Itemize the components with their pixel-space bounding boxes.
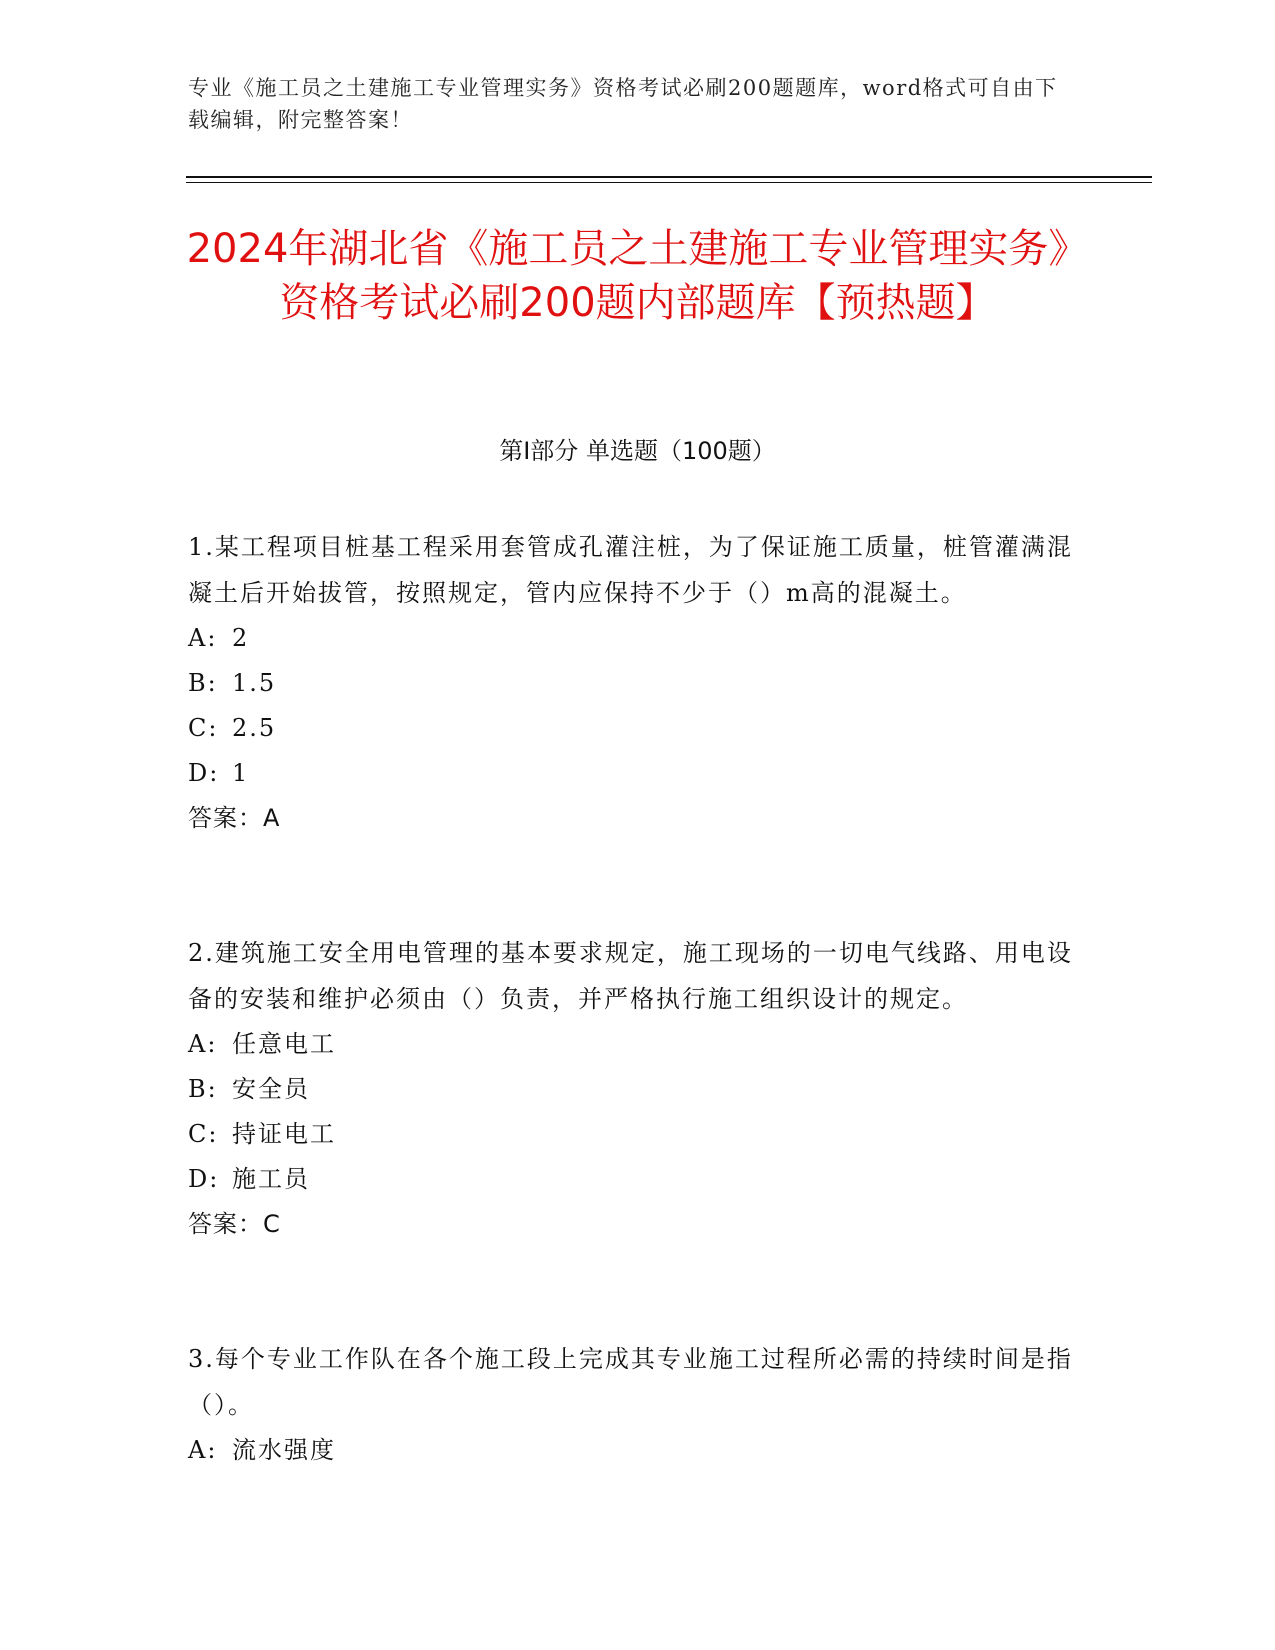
option-b: [188, 1067, 1088, 1112]
option-key: A:: [188, 624, 218, 652]
question-stem: 3.每个专业工作队在各个施工段上完成其专业施工过程所必需的持续时间是指（）。: [188, 1345, 1073, 1419]
option-text: 持证电工: [232, 1120, 336, 1148]
option-key: B:: [188, 1075, 218, 1103]
answer-line: 答案：C: [188, 1210, 281, 1238]
header-divider-thin: [186, 182, 1152, 183]
option-key: A:: [188, 1030, 218, 1058]
option-d: [188, 751, 1088, 796]
question-2: [188, 930, 1088, 1246]
question-stem: 1.某工程项目桩基工程采用套管成孔灌注桩，为了保证施工质量，桩管灌满混凝土后开始拔管，按照规定，管内应保持不少于（）m高的混凝土。: [188, 533, 1073, 607]
option-text: 2.5: [232, 714, 277, 742]
option-text: 1.5: [232, 669, 277, 697]
answer-line: 答案：A: [188, 804, 281, 832]
question-3: [188, 1336, 1088, 1473]
option-b: [188, 661, 1088, 706]
document-title: 2024年湖北省《施工员之土建施工专业管理实务》资格考试必刷200题内部题库【预热题】: [186, 226, 1089, 326]
question-1: [188, 524, 1088, 840]
option-text: 1: [232, 759, 250, 787]
option-key: D:: [188, 1165, 220, 1193]
option-text: 流水强度: [232, 1436, 336, 1464]
option-a: [188, 1428, 1088, 1473]
option-key: C:: [188, 714, 219, 742]
option-a: [188, 1022, 1088, 1067]
option-key: D:: [188, 759, 220, 787]
option-a: [188, 616, 1088, 661]
option-text: 2: [232, 624, 250, 652]
option-text: 安全员: [232, 1075, 310, 1103]
header-divider-thick: [186, 176, 1152, 178]
section-title: 第I部分 单选题（100题）: [499, 437, 776, 465]
option-text: 施工员: [232, 1165, 310, 1193]
option-key: A:: [188, 1436, 218, 1464]
option-c: [188, 1112, 1088, 1157]
option-key: B:: [188, 669, 218, 697]
option-d: [188, 1157, 1088, 1202]
question-stem: 2.建筑施工安全用电管理的基本要求规定，施工现场的一切电气线路、用电设备的安装和维护必须由（）负责，并严格执行施工组织设计的规定。: [188, 939, 1073, 1013]
option-key: C:: [188, 1120, 219, 1148]
option-text: 任意电工: [232, 1030, 336, 1058]
header-note: 专业《施工员之土建施工专业管理实务》资格考试必刷200题题库，word格式可自由下载编辑，附完整答案！: [188, 76, 1058, 132]
option-c: [188, 706, 1088, 751]
